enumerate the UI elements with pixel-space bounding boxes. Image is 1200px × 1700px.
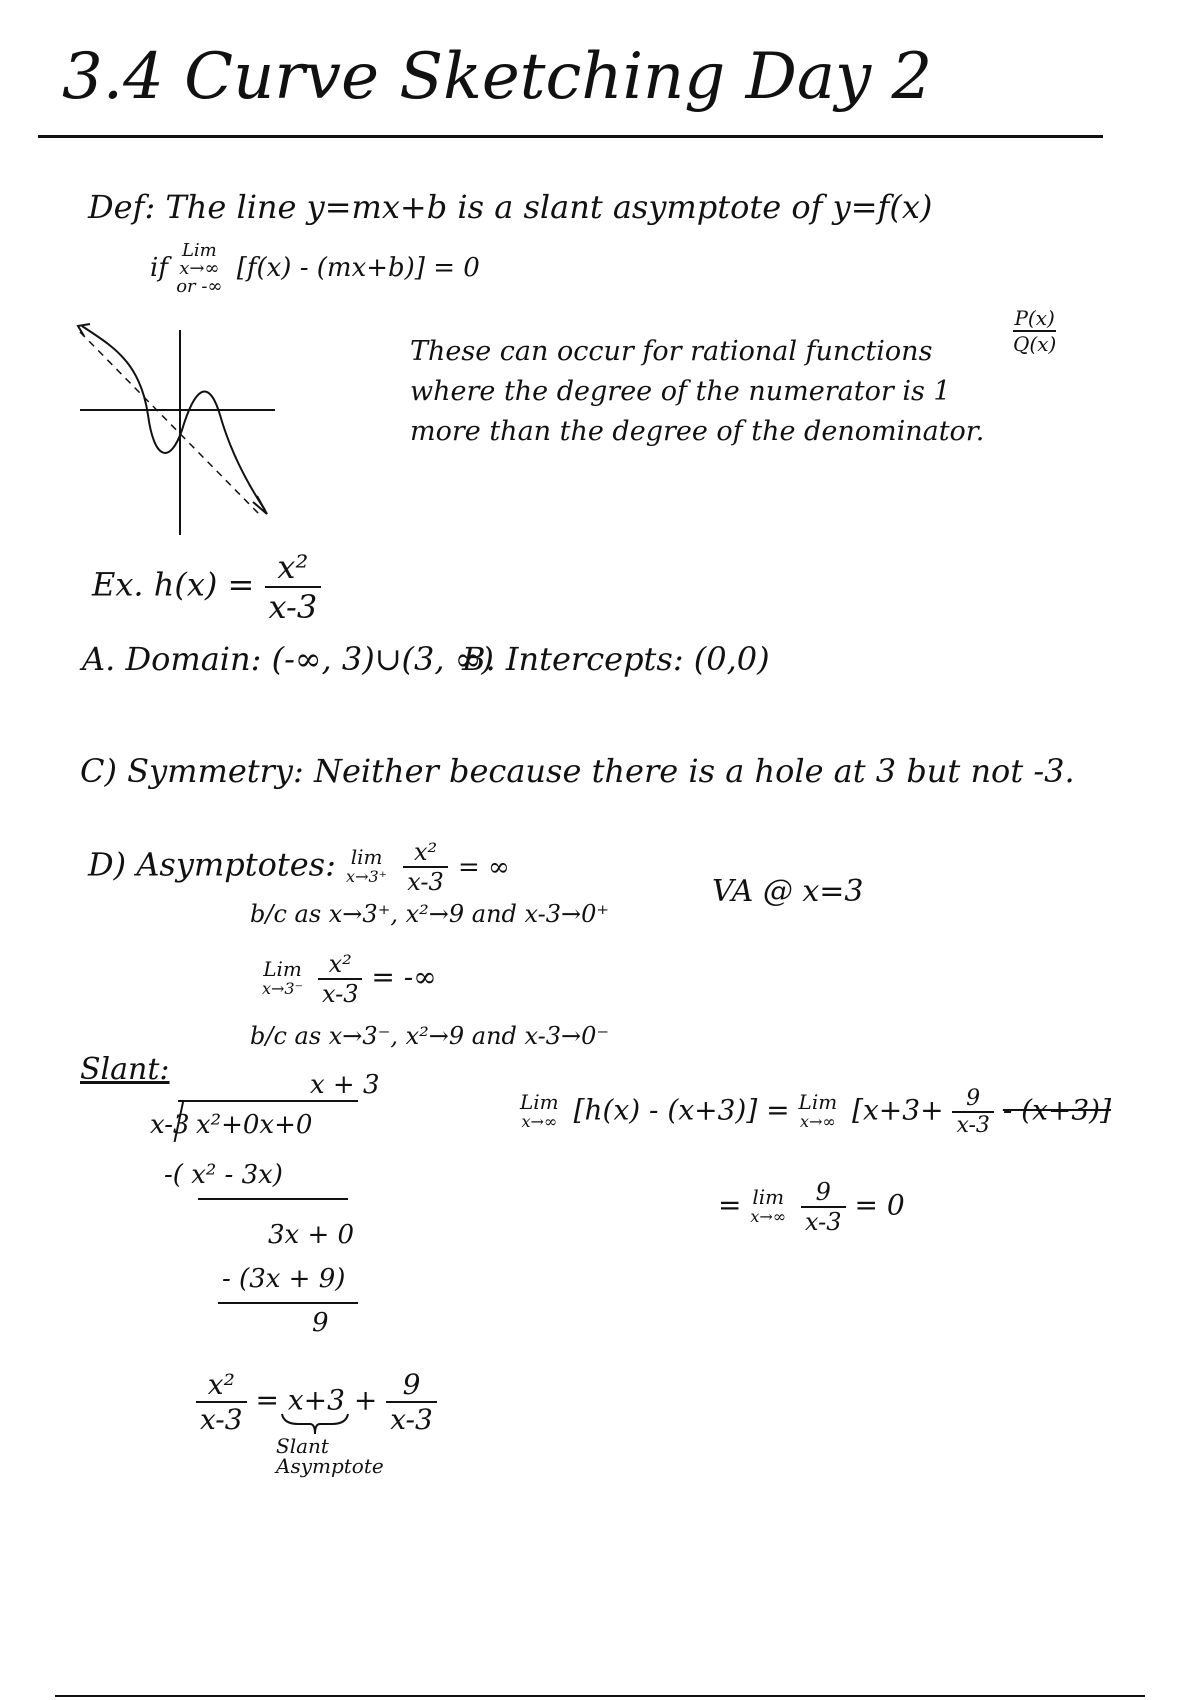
verification-lim-op-2 [799, 1092, 838, 1132]
definition-lim-sub1: x→∞ [179, 258, 220, 279]
limit-result: = 0 [854, 1188, 905, 1222]
asymptote-fraction [403, 838, 448, 896]
verification-bracket-open: [x+3+ [852, 1093, 944, 1127]
limit-result: = ∞ [457, 852, 510, 883]
division-rule-1 [198, 1198, 348, 1200]
verification-fraction [952, 1086, 993, 1138]
result-lim-op [750, 1187, 786, 1227]
slant-verification-limit [520, 1086, 1111, 1138]
verification-lim-op [520, 1092, 559, 1132]
rational-functions-note: These can occur for rational functions where the degree of the numerator is 1 more than the degree of the denominator. [410, 336, 985, 447]
fraction-denominator: x-3 [956, 1113, 990, 1138]
bottom-rule [55, 1695, 1145, 1697]
p-numerator: P(x) [1014, 306, 1055, 330]
title-underline [38, 135, 1103, 138]
arrow-head-icon [253, 496, 267, 514]
verification-expression: [h(x) - (x+3)] = [573, 1093, 790, 1127]
left-limit [262, 950, 437, 1008]
example-numerator: x² [265, 548, 322, 588]
lim-subscript: x→∞ [750, 1207, 787, 1226]
fraction-denominator: x-3 [407, 868, 444, 896]
division-subtract-1: -( x² - 3x) [164, 1160, 283, 1190]
curve [82, 326, 265, 510]
slant-verification-result [718, 1178, 905, 1236]
q-denominator: Q(x) [1013, 332, 1057, 356]
definition-lim-label: Lim [181, 240, 217, 261]
slant-asymptote-sketch [70, 320, 280, 540]
asymptote-limit [346, 847, 387, 887]
definition-limit [176, 242, 222, 296]
step-symmetry: C) Symmetry: Neither because there is a hole at 3 but not -3. [80, 752, 1075, 790]
result-lhs-fraction [196, 1368, 247, 1436]
division-dividend: x²+0x+0 [196, 1110, 313, 1140]
page-title: 3.4 Curve Sketching Day 2 [62, 40, 933, 114]
definition-if: if [150, 253, 168, 283]
division-rule-2 [218, 1302, 358, 1304]
verification-cancelled-term: - (x+3)] [1002, 1093, 1112, 1127]
vertical-asymptote-note: VA @ x=3 [712, 874, 864, 909]
division-quotient: x + 3 [310, 1070, 380, 1100]
definition-expression: [f(x) - (mx+b)] = 0 [236, 253, 480, 283]
step-intercepts: B. Intercepts: (0,0) [462, 640, 770, 678]
lim-label: Lim [263, 957, 302, 981]
fraction-numerator: 9 [952, 1086, 993, 1113]
equals-sign: = [718, 1188, 742, 1222]
fraction-denominator: x-3 [390, 1403, 433, 1436]
division-divisor: x-3 [150, 1110, 190, 1140]
slant-asymptote-label: Slant Asymptote [276, 1434, 384, 1478]
lim-subscript: x→3⁺ [346, 867, 388, 886]
result-rhs-fraction [386, 1368, 437, 1436]
because-right-limit: b/c as x→3⁺, x²→9 and x-3→0⁺ [250, 900, 610, 928]
lim-label: Lim [798, 1090, 838, 1114]
step-asymptotes [88, 838, 510, 896]
example-fraction [265, 548, 322, 626]
slant-label: Slant: [80, 1052, 170, 1087]
fraction-numerator: x² [196, 1368, 247, 1403]
result-middle: = x+3 + [255, 1383, 378, 1417]
fraction-numerator: x² [403, 838, 448, 868]
lim-label: lim [350, 845, 383, 869]
lim-label: lim [752, 1185, 785, 1209]
definition-line-2 [150, 242, 480, 296]
lim-subscript: x→∞ [521, 1112, 558, 1131]
left-limit-op [262, 959, 303, 999]
division-remainder-1: 3x + 0 [268, 1220, 355, 1250]
example-label: Ex. h(x) = [92, 565, 255, 604]
fraction-denominator: x-3 [805, 1208, 842, 1236]
asymptotes-label: D) Asymptotes: [88, 845, 336, 884]
fraction-numerator: 9 [801, 1178, 846, 1208]
asymptote-dashed-line [80, 332, 260, 515]
division-subtract-2: - (3x + 9) [222, 1264, 346, 1294]
p-over-q-fraction [1013, 306, 1056, 356]
limit-result: = -∞ [371, 960, 437, 994]
fraction-denominator: x-3 [321, 980, 359, 1008]
left-limit-fraction [318, 950, 363, 1008]
fraction-numerator: 9 [386, 1368, 437, 1403]
lim-subscript: x→∞ [799, 1112, 836, 1131]
definition-line-1: Def: The line y=mx+b is a slant asymptote of y=f(x) [88, 188, 933, 226]
lim-subscript: x→3⁻ [262, 979, 304, 998]
division-bar [178, 1100, 358, 1102]
example-function [92, 548, 321, 626]
definition-lim-sub2: or -∞ [176, 276, 223, 297]
fraction-denominator: x-3 [200, 1403, 243, 1436]
lim-label: Lim [520, 1090, 559, 1114]
step-domain: A. Domain: (-∞, 3)∪(3, ∞) [82, 640, 494, 678]
result-fraction [801, 1178, 846, 1236]
because-left-limit: b/c as x→3⁻, x²→9 and x-3→0⁻ [250, 1022, 610, 1050]
example-denominator: x-3 [268, 588, 318, 626]
division-remainder-2: 9 [312, 1308, 329, 1338]
fraction-numerator: x² [318, 950, 363, 980]
underbrace-icon [280, 1412, 350, 1436]
